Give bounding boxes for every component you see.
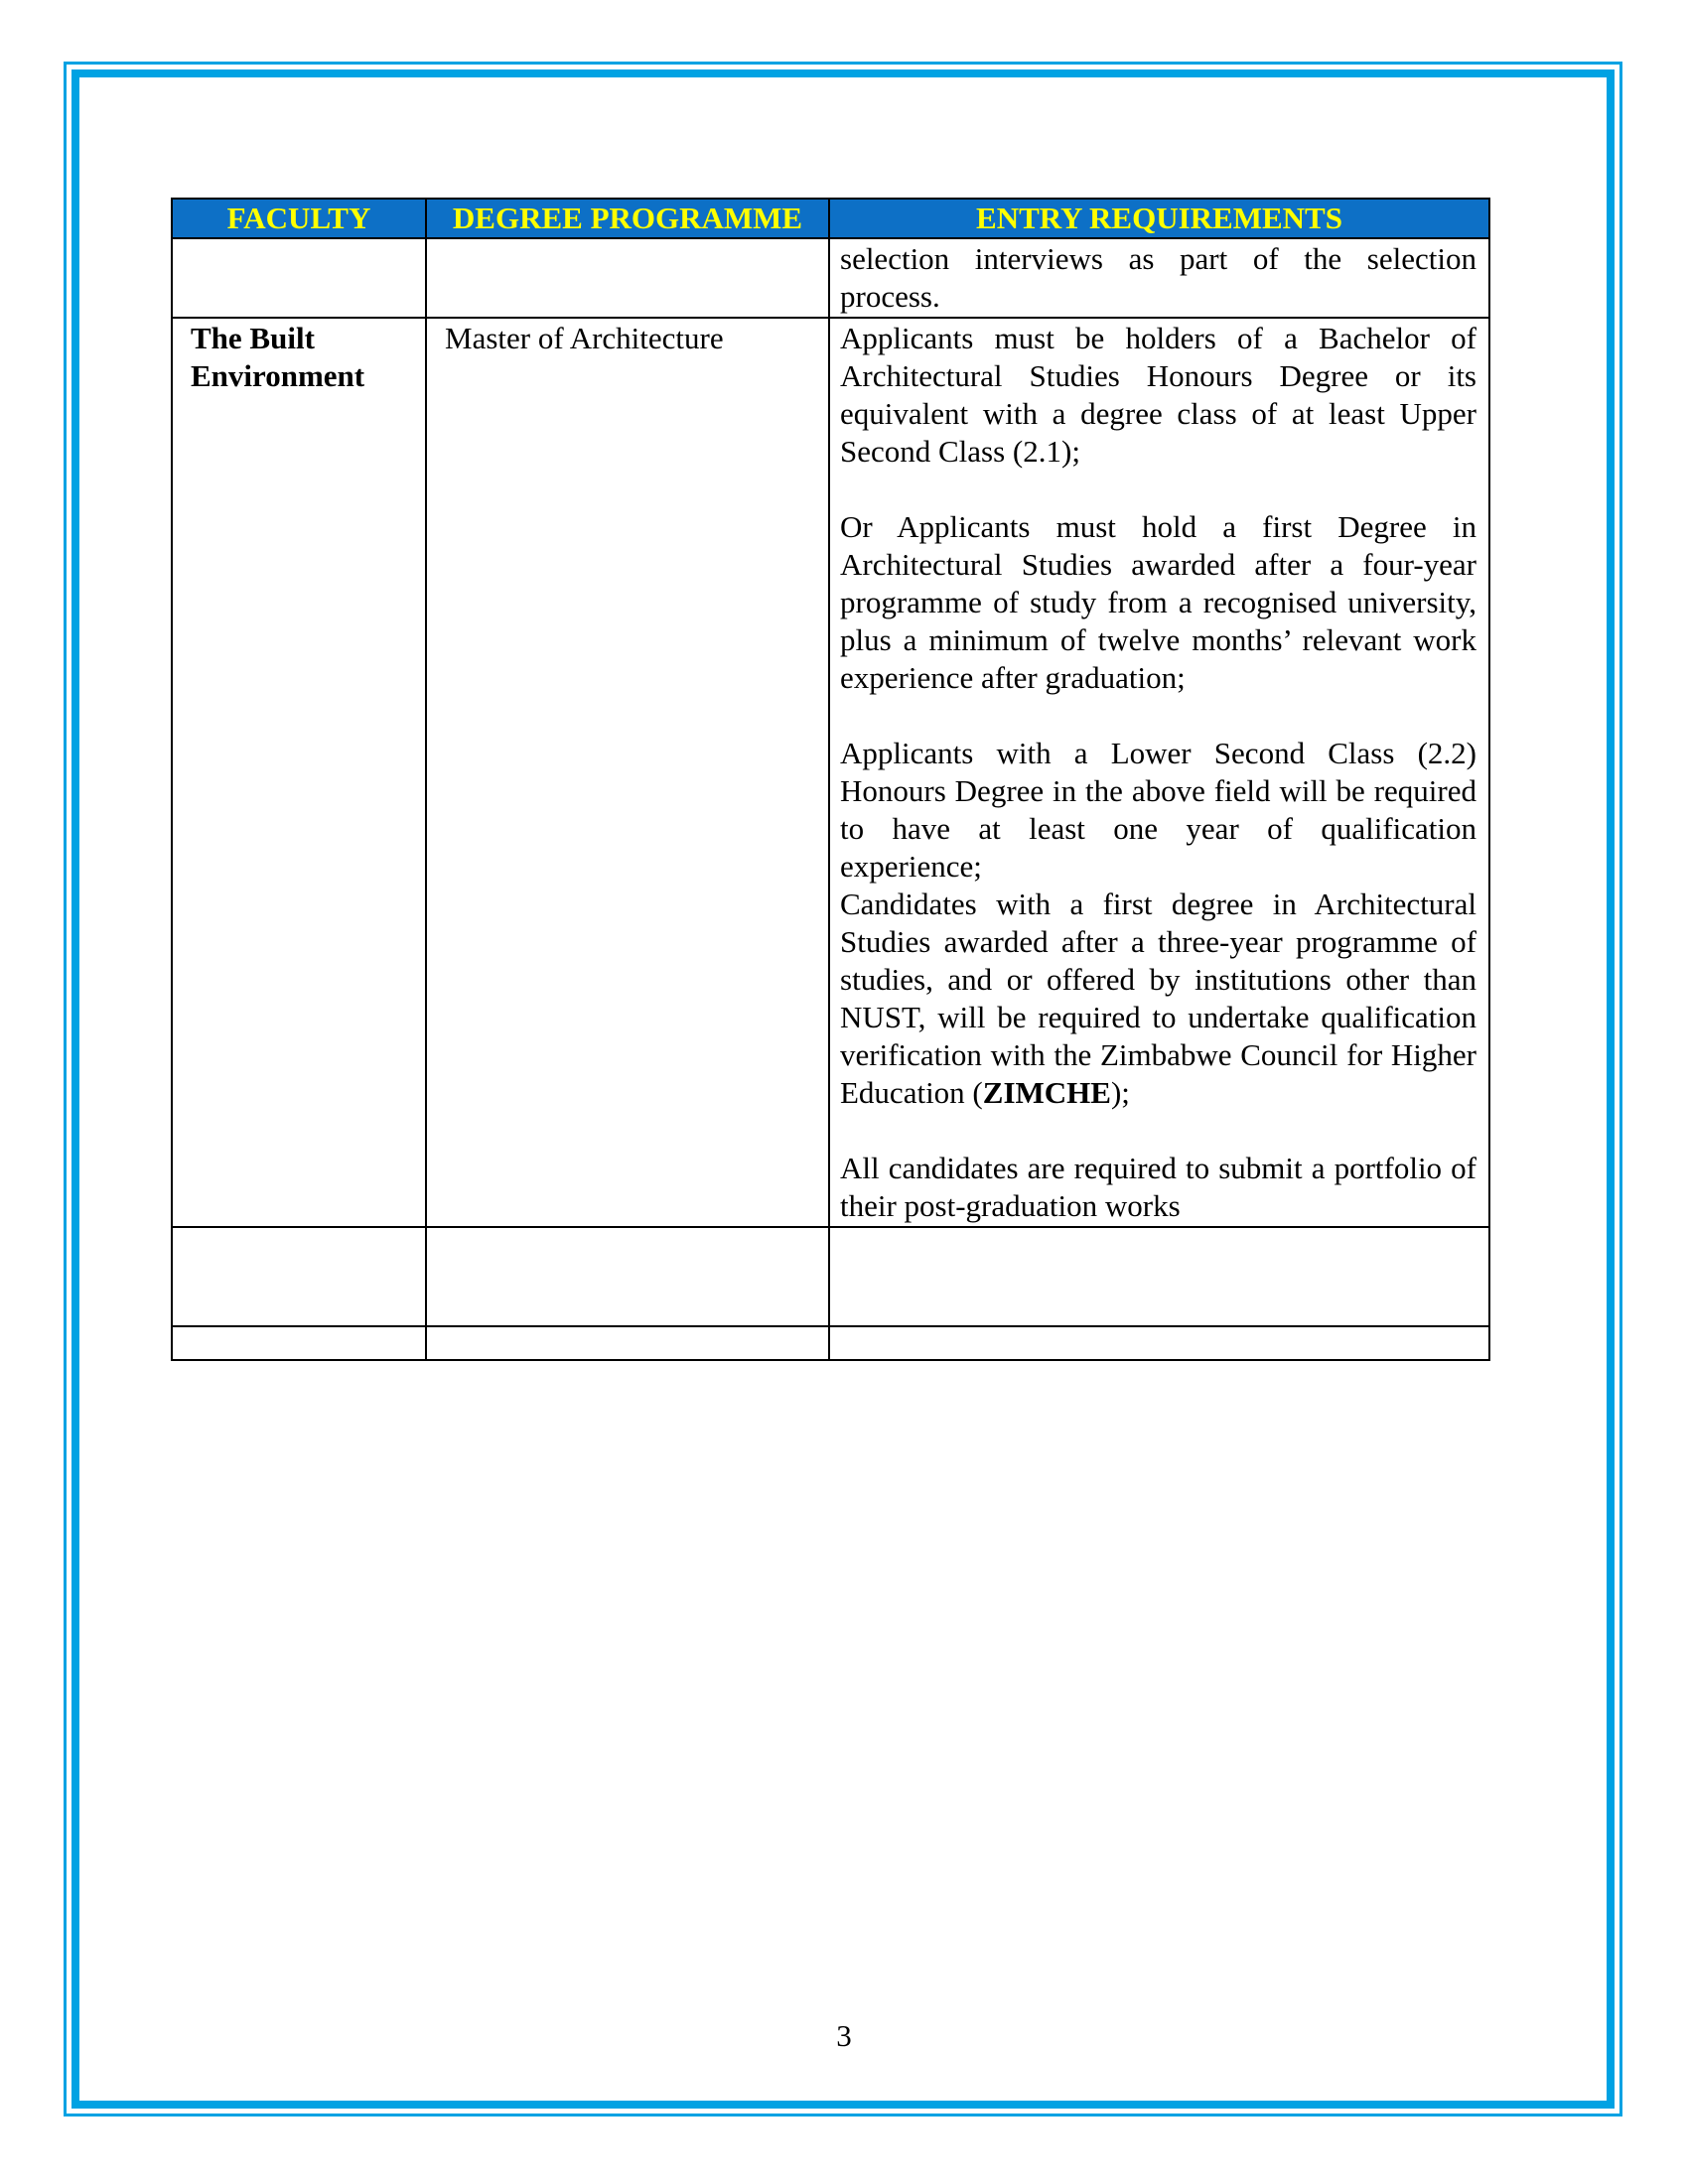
built-environment-row [172, 318, 1489, 1227]
column-header-faculty: FACULTY [172, 199, 426, 238]
requirements-cell-empty [829, 1227, 1489, 1326]
requirements-cell-empty [829, 1326, 1489, 1360]
faculty-cell-empty [172, 1227, 426, 1326]
faculty-name: The Built Environment [191, 321, 365, 393]
requirement-paragraph-5: All candidates are required to submit a portfolio of their post-graduation works [840, 1151, 1477, 1223]
requirement-paragraph-3: Applicants with a Lower Second Class (2.2) Honours Degree in the above field will be required to have at least one year of qualification experience; [840, 736, 1477, 884]
continuation-row [172, 238, 1489, 318]
requirements-cell [829, 318, 1489, 1227]
requirement-paragraph-2: Or Applicants must hold a first Degree in Architectural Studies awarded after a four-year programme of study from a recognised university, plus a minimum of twelve months’ relevant work experience after graduation; [840, 509, 1477, 695]
programme-name: Master of Architecture [445, 321, 724, 355]
paragraph-4-tail: ); [1110, 1075, 1130, 1110]
column-header-degree-programme: DEGREE PROGRAMME [426, 199, 829, 238]
empty-row [172, 1326, 1489, 1360]
continuation-text: selection interviews as part of the selection process. [840, 241, 1477, 314]
zimche-abbreviation: ZIMCHE [982, 1075, 1111, 1110]
programme-cell-empty [426, 1227, 829, 1326]
requirements-table [171, 198, 1490, 1361]
table-header-row [172, 199, 1489, 238]
requirement-paragraph-1: Applicants must be holders of a Bachelor of Architectural Studies Honours Degree or its equivalent with a degree class of at least Upper Second Class (2.1); [840, 321, 1477, 469]
requirements-continuation-cell [829, 238, 1489, 318]
empty-row [172, 1227, 1489, 1326]
requirement-paragraph-4 [840, 886, 1477, 1112]
programme-cell [426, 318, 829, 1227]
faculty-cell-empty [172, 238, 426, 318]
column-header-entry-requirements: ENTRY REQUIREMENTS [829, 199, 1489, 238]
page-number: 3 [836, 2018, 852, 2053]
paragraph-4-text: Candidates with a first degree in Architectural Studies awarded after a three-year programme of studies, and or offered by institutions other than NUST, will be required to undertake qualification verification with the Zimbabwe Council for Higher Education ( [840, 887, 1477, 1110]
programme-cell-empty [426, 238, 829, 318]
faculty-cell-empty [172, 1326, 426, 1360]
faculty-cell [172, 318, 426, 1227]
programme-cell-empty [426, 1326, 829, 1360]
